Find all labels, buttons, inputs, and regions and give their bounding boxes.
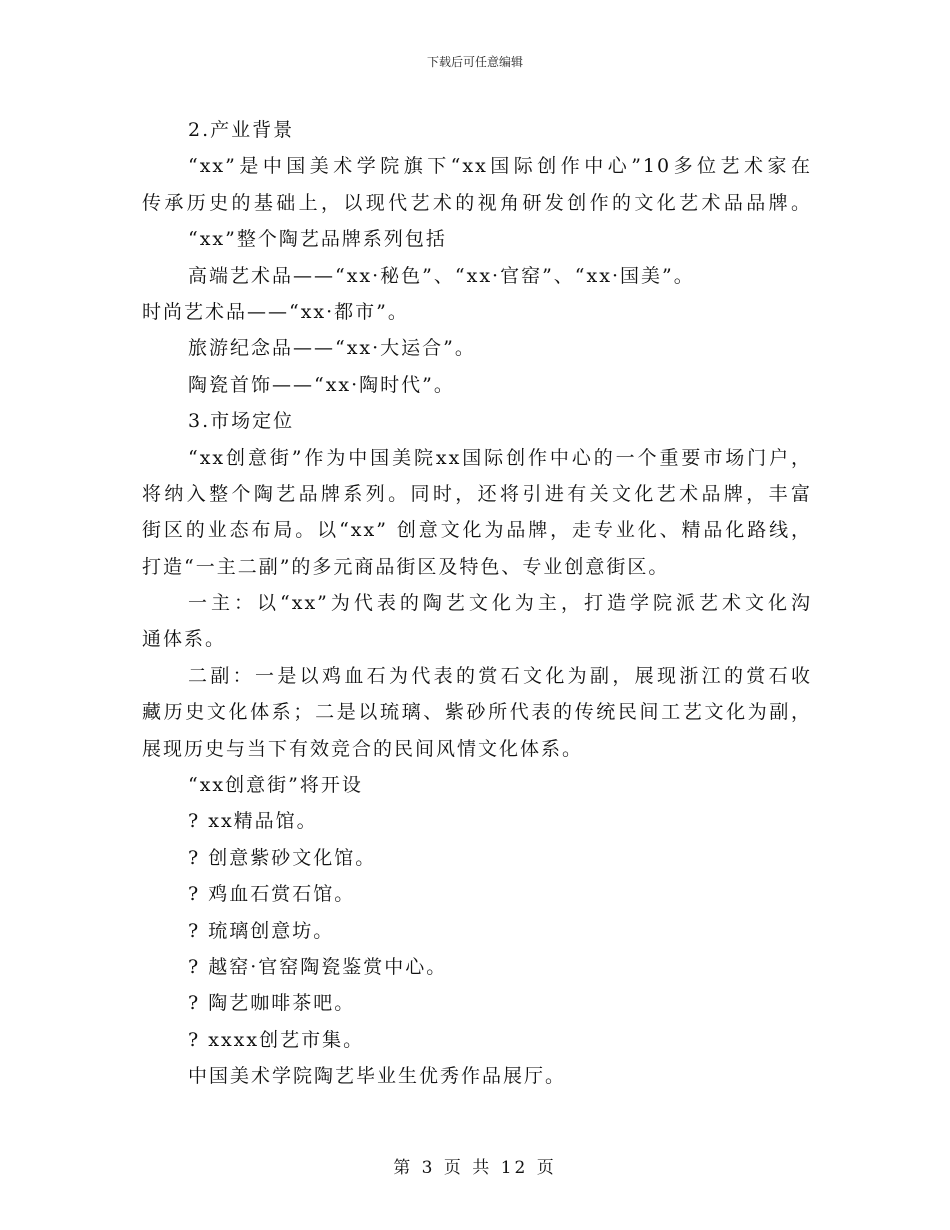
paragraph-line: “xx创意街”作为中国美院xx国际创作中心的一个重要市场门户， [188,446,812,469]
list-item: ? 越窑·官窑陶瓷鉴赏中心。 [188,955,448,978]
paragraph-line: “xx创意街”将开设 [188,774,363,797]
paragraph-line: 传承历史的基础上，以现代艺术的视角研发创作的文化艺术品品牌。 [142,191,812,214]
list-item: ? 创意紫砂文化馆。 [188,846,377,869]
paragraph-line: 旅游纪念品——“xx·大运合”。 [188,337,476,360]
paragraph-line: 一主：以“xx”为代表的陶艺文化为主，打造学院派艺术文化沟 [188,592,812,615]
paragraph-line: 中国美术学院陶艺毕业生优秀作品展厅。 [188,1065,567,1088]
paragraph-line: 将纳入整个陶艺品牌系列。同时，还将引进有关文化艺术品牌，丰富 [142,482,812,505]
section-heading-market-positioning: 3.市场定位 [188,410,295,433]
paragraph-line: 通体系。 [142,628,227,651]
page-header-note: 下载后可任意编辑 [426,55,523,69]
paragraph-line: “xx”整个陶艺品牌系列包括 [188,228,447,251]
paragraph-line: 高端艺术品——“xx·秘色”、“xx·官窑”、“xx·国美”。 [188,264,695,287]
paragraph-line: 二副：一是以鸡血石为代表的赏石文化为副，展现浙江的赏石收 [188,664,812,687]
paragraph-line: 展现历史与当下有效竞合的民间风情文化体系。 [142,737,584,760]
paragraph-line: 陶瓷首饰——“xx·陶时代”。 [188,373,455,396]
paragraph-line: 街区的业态布局。以“xx” 创意文化为品牌，走专业化、精品化路线， [142,519,812,542]
paragraph-line: 藏历史文化体系；二是以琉璃、紫砂所代表的传统民间工艺文化为副， [142,701,812,724]
document-body [142,112,812,1095]
list-item: ? 陶艺咖啡茶吧。 [188,992,356,1015]
paragraph-line: “xx”是中国美术学院旗下“xx国际创作中心”10多位艺术家在 [188,155,812,178]
list-item: ? xxxx创艺市集。 [188,1028,365,1051]
list-item: ? 鸡血石赏石馆。 [188,883,356,906]
page-number-footer: 第 3 页 共 12 页 [393,1158,557,1178]
section-heading-industry-background: 2.产业背景 [188,119,295,141]
paragraph-line: 打造“一主二副”的多元商品街区及特色、专业创意街区。 [142,555,670,578]
list-item: ? 琉璃创意坊。 [188,919,335,942]
paragraph-line: 时尚艺术品——“xx·都市”。 [142,300,409,323]
list-item: ? xx精品馆。 [188,810,318,833]
